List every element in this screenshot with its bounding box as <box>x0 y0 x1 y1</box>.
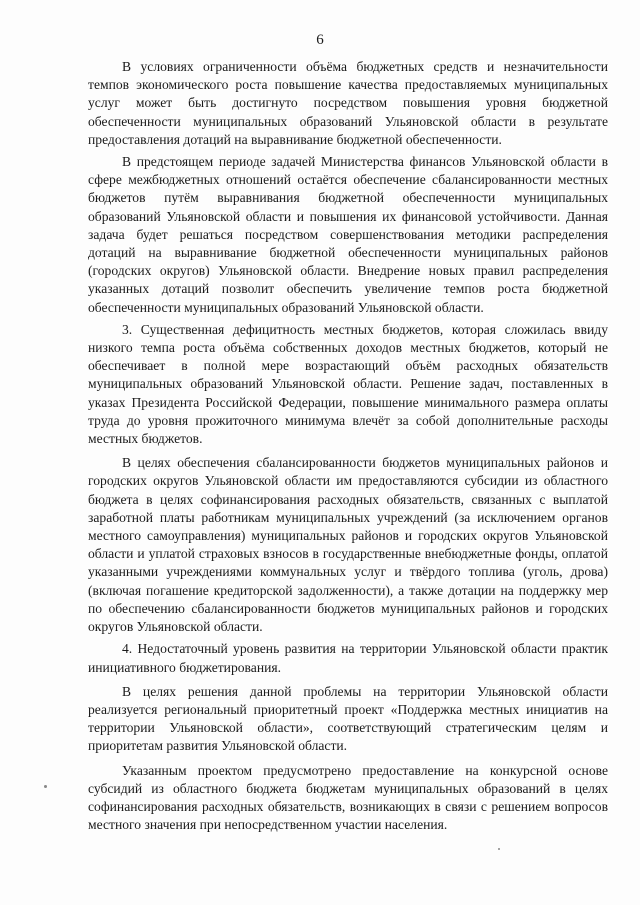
scan-speck <box>44 785 47 788</box>
paragraph-budget-constraints: В условиях ограниченности объёма бюджетных средств и незначительности темпов экономического роста повышение качества предоставляемых муниципальных услуг может быть достигнуто посредством повышения уровня бюджетной обеспеченности муниципальных образований Ульяновской области в результате предоставления дотаций на выравнивание бюджетной обеспеченности. <box>88 59 608 147</box>
paragraph-regional-project: В целях решения данной проблемы на территории Ульяновской области реализуется региональный приоритетный проект «Поддержка местных инициатив на территории Ульяновской области», соответствующий стратегическим целям и приоритетам развития Ульяновской области. <box>88 683 608 754</box>
paragraph-initiative-budgeting: 4. Недостаточный уровень развития на территории Ульяновской области практик инициативного бюджетирования. <box>88 641 608 675</box>
paragraph-deficit: 3. Существенная дефицитность местных бюджетов, которая сложилась ввиду низкого темпа роста объёма собственных доходов местных бюджетов, который не обеспечивает в полной мере возрастающий объём расходных обязательств муниципальных образований Ульяновской области. Решение задач, поставленных в указах Президента Российской Федерации, повышение минимального размера оплаты труда до уровня прожиточного минимума влечёт за собой дополнительные расходы местных бюджетов. <box>88 321 608 447</box>
document-body <box>88 58 608 840</box>
paragraph-project-subsidies: Указанным проектом предусмотрено предоставление на конкурсной основе субсидий из областного бюджета бюджетам муниципальных образований в целях софинансирования расходных обязательств, возникающих в связи с решением вопросов местного значения при непосредственном участии населения. <box>88 762 608 833</box>
scan-speck <box>498 848 500 850</box>
paragraph-ministry-task: В предстоящем периоде задачей Министерства финансов Ульяновской области в сфере межбюджетных отношений остаётся обеспечение сбалансированности местных бюджетов путём выравнивания бюджетной обеспеченности муниципальных образований Ульяновской области и повышения их финансовой устойчивости. Данная задача будет решаться посредством совершенствования методики распределения дотаций на выравнивание бюджетной обеспеченности муниципальных районов (городских округов) Ульяновской области. Внедрение новых правил распределения указанных дотаций позволит обеспечить увеличение темпов роста бюджетной обеспеченности муниципальных образований Ульяновской области. <box>88 154 608 315</box>
page-number: 6 <box>316 32 324 48</box>
paragraph-subsidies: В целях обеспечения сбалансированности бюджетов муниципальных районов и городских округов Ульяновской области им предоставляются субсидии из областного бюджета в целях софинансирования расходных обязательств, связанных с выплатой заработной платы работникам муниципальных учреждений (за исключением органов местного самоуправления) муниципальных районов и городских округов Ульяновской области и уплатой страховых взносов в государственные внебюджетные фонды, оплатой указанными учреждениями коммунальных услуг и твёрдого топлива (уголь, дрова) (включая погашение кредиторской задолженности), а также дотации на поддержку мер по обеспечению сбалансированности бюджетов муниципальных районов и городских округов Ульяновской области. <box>88 455 608 635</box>
